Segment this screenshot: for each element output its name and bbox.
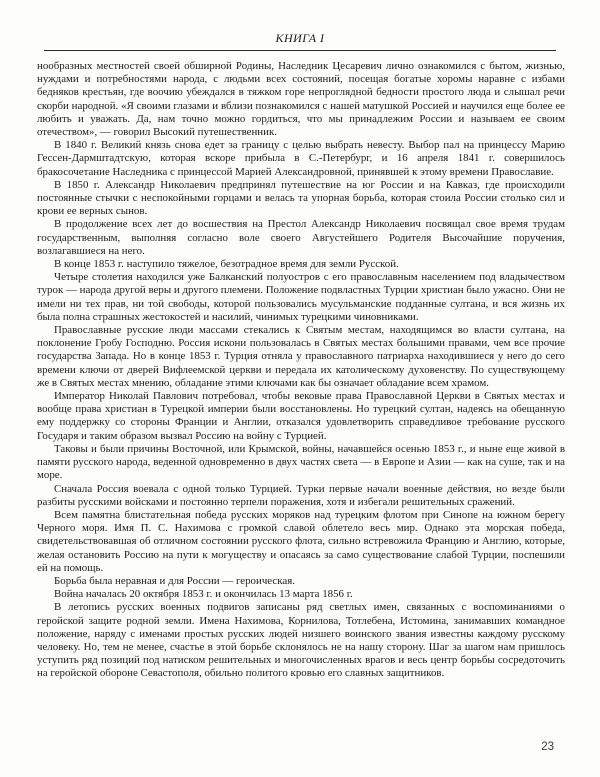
paragraph: В продолжение всех лет до восшествия на Престол Александр Николаевич посвящал свое время трудам государственным, выполняя согласно воле своего Августейшего Родителя Высочайшие поручения, возлагавшиеся на него. bbox=[37, 218, 565, 257]
paragraph: В 1850 г. Александр Николаевич предпринял путешествие на юг России и на Кавказ, где происходили постоянные стычки с неспокойными горцами и велась та упорная борьба, которая стоила России столько сил и крови ее верных сынов. bbox=[37, 178, 565, 218]
page-number: 23 bbox=[541, 741, 554, 753]
paragraph: Сначала Россия воевала с одной только Турцией. Турки первые начали военные действия, но везде были разбиты русскими войсками и постоянно терпели поражения, хотя и избегали решительных сражений. bbox=[37, 482, 565, 508]
book-header-title: КНИГА I bbox=[275, 31, 325, 45]
paragraph: Борьба была неравная и для России — героическая. bbox=[54, 574, 295, 587]
paragraph: нообразных местностей своей обширной Родины, Наследник Цесаревич лично ознакомился с бытом, жизнью, нуждами и потребностями народа, с людьми всех состояний, посещая богатые хоромы наравне с избами бедняков крестьян, где воочию убеждался в тяжком горе непроглядной бедности простого люда и слышал речи скорби народной. «Я своими глазами и вблизи познакомился с нашей матушкой Россией и научился еще более ее любить и уважать. Да, нам точно можно гордиться, что мы принадлежим России и называем ее своим отечеством», — говорил Высокий путешественник. bbox=[37, 60, 565, 139]
paragraph: Православные русские люди массами стекались к Святым местам, находящимся во власти султана, на поклонение Гробу Господню. Россия искони пользовалась в Святых местах большими правами, чем все прочие государства Запада. Но в конце 1853 г. Турция отняла у православного патриарха находившиеся у него до сего времени ключи от дверей Вифлеемской церкви и передала их католическому духовенству. По существующему же в Святых местах мнению, обладание этими ключами как бы означает обладание всем храмом. bbox=[37, 324, 565, 389]
paragraph: Император Николай Павлович потребовал, чтобы вековые права Православной Церкви в Святых местах и вообще права христиан в Турецкой империи были восстановлены. Но турецкий султан, надеясь на обещанную ему поддержку со стороны Франции и Англии, отказался удовлетворить справедливое требование русского Государя и таким образом вызвал Россию на войну с Турцией. bbox=[37, 390, 565, 442]
paragraph: Четыре столетия находился уже Балканский полуостров с его православным населением под владычеством турок — народа другой веры и другого племени. Положение подвластных Турции христиан было ужасно. Они не имели ни тех прав, ни той свободы, которой пользовались мусульманские подданные султана, и вся жизнь их была полна страшных жестокостей и насилий, чинимых турецкими чиновниками. bbox=[37, 271, 565, 323]
paragraph: Всем памятна блистательная победа русских моряков над турецким флотом при Синопе на южном берегу Черного моря. Имя П. С. Нахимова с громкой славой облетело весь мир. Однако эта морская победа, свидетельствовавшая об отличном состоянии русского флота, сильно встревожила Францию и Англию, которые, желая остановить Россию на пути к могуществу и опасаясь за само существование слабой Турции, поспешили ей на помощь. bbox=[37, 508, 565, 574]
paragraph: В 1840 г. Великий князь снова едет за границу с целью выбрать невесту. Выбор пал на принцессу Марию Гессен-Дармштадтскую, которая вскоре прибыла в С.-Петербург, и 16 апреля 1841 г. совершилось бракосочетание Наследника с принцессой Марией Александровной, принявшей к этому времени Православие. bbox=[37, 139, 565, 178]
paragraph: В летопись русских военных подвигов записаны ряд светлых имен, связанных с воспоминаниями о геройской защите родной земли. Имена Нахимова, Корнилова, Тотлебена, Истомина, занимавших командное положение, наряду с именами простых русских людей низшего воинского звания известны каждому русскому человеку. Но, тем не менее, счастье в этой борьбе склонялось не на нашу сторону. Шаг за шагом нам пришлось уступить ряд позиций под натиском решительных и многочисленных врагов и весь центр борьбы сосредоточить на геройской обороне Севастополя, обильно политого кровью его славных защитников. bbox=[37, 601, 565, 680]
paragraph: Таковы и были причины Восточной, или Крымской, войны, начавшейся осенью 1853 г., и ныне еще живой в памяти русского народа, веденной одновременно в двух частях света — в Европе и Азии — как на суше, так и на море. bbox=[37, 442, 565, 482]
header-rule bbox=[44, 50, 556, 51]
paragraph: Война началась 20 октября 1853 г. и окончилась 13 марта 1856 г. bbox=[54, 588, 353, 601]
paragraph: В конце 1853 г. наступило тяжелое, безотрадное время для земли Русской. bbox=[54, 258, 399, 271]
text-block bbox=[37, 60, 565, 681]
